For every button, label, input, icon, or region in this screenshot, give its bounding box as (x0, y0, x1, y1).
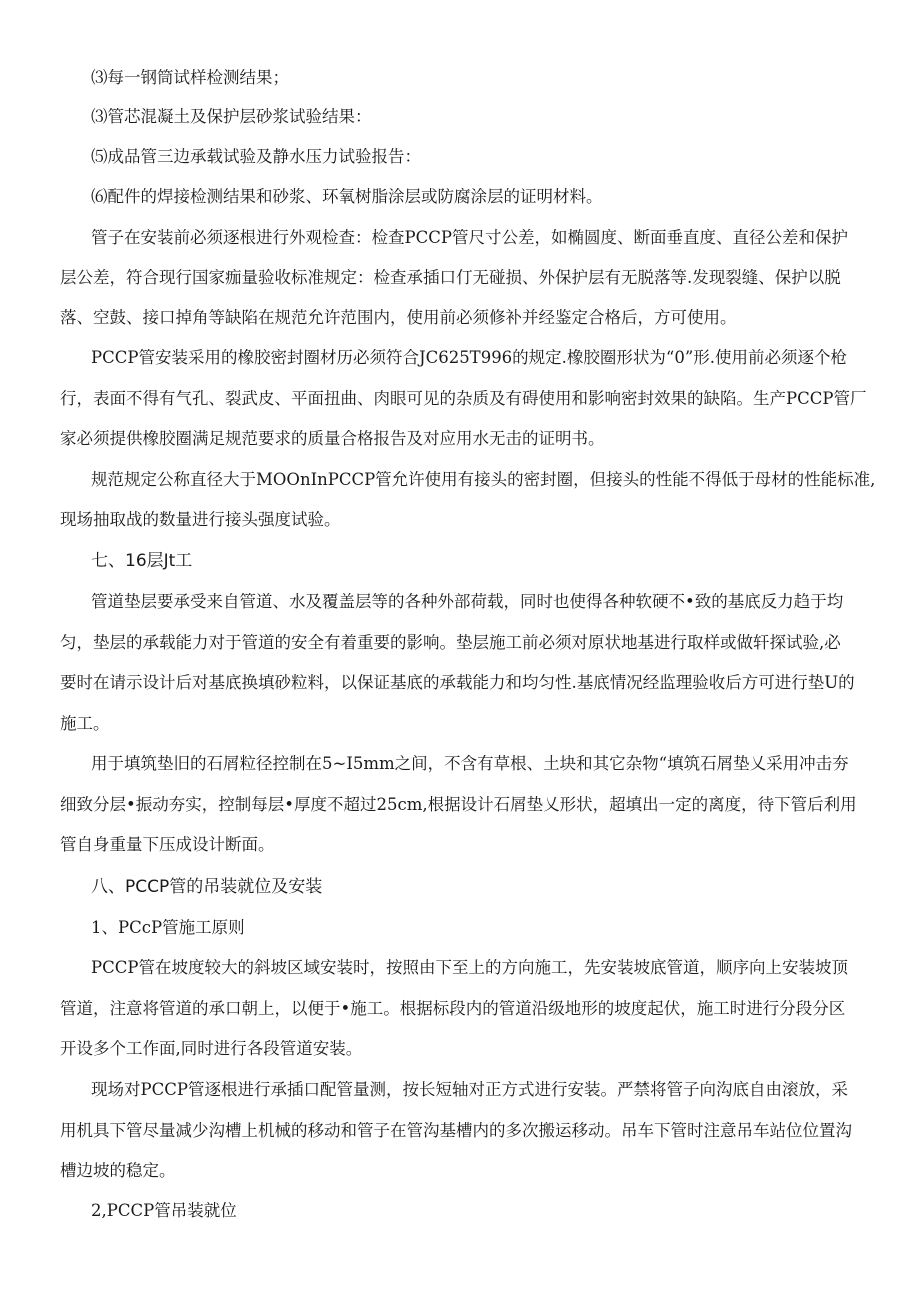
paragraph-line: 落、空鼓、接口掉角等缺陷在规范允许范围内，使用前必须修补并经鉴定合格后，方可使用。 (60, 308, 737, 327)
paragraph-line: 用机具下管尽量减少沟槽上机械的移动和管子在管沟基槽内的多次搬运移动。吊车下管时注意吊车站位位置沟 (60, 1121, 852, 1140)
paragraph-line: 层公差，符合现行国家痂量验收标准规定：检查承插口仃无碰损、外保护层有无脱落等.发现裂缝、保护以脱 (60, 268, 841, 287)
paragraph-line: 现场抽取战的数量进行接头强度试验。 (60, 510, 341, 529)
section-heading: 七、16层Jt工 (91, 551, 193, 571)
subsection-heading: 1、PCcP管施工原则 (91, 918, 245, 937)
subsection-heading: 2,PCCP管吊装就位 (91, 1201, 237, 1220)
paragraph-line: PCCP管安装采用的橡胶密封圈材历必须符合JC625T996的规定.橡胶圈形状为“0”形.使用前必须逐个枪 (91, 348, 848, 367)
paragraph-line: 管道，注意将管道的承口朝上，以便于•施工。根据标段内的管道沿级地形的坡度起伏，施工时进行分段分区 (60, 999, 846, 1018)
paragraph-line: 要时在请示设计后对基底换填砂粒料，以保证基底的承载能力和均匀性.基底情况经监理验收后方可进行垫U的 (60, 673, 855, 692)
paragraph-line: 管子在安装前必须逐根进行外观检查：检查PCCP管尺寸公差，如椭圆度、断面垂直度、直径公差和保护 (91, 228, 848, 247)
list-item: ⑸成品管三边承载试验及静水压力试验报告： (91, 147, 421, 166)
section-heading: 八、PCCP管的吊装就位及安装 (91, 877, 323, 897)
list-item: ⑹配件的焊接检测结果和砂浆、环氧树脂涂层或防腐涂层的证明材料。 (91, 187, 603, 206)
paragraph-line: 槽边坡的稳定。 (60, 1161, 176, 1180)
list-item: ⑶每一钢筒试样检测结果； (91, 68, 289, 87)
list-item: ⑶管芯混凝土及保护层砂浆试验结果： (91, 107, 372, 126)
paragraph-line: 规范规定公称直径大于MOOnInPCCP管允许使用有接头的密封圈，但接头的性能不得低于母材的性能标准, (91, 470, 876, 489)
paragraph-line: 行，表面不得有气孔、裂武皮、平面扭曲、肉眼可见的杂质及有碍使用和影响密封效果的缺陷。生产PCCP管厂 (60, 389, 867, 408)
paragraph-line: 匀，垫层的承载能力对于管道的安全有着重要的影响。垫层施工前必须对原状地基进行取样或做轩探试验,必 (60, 633, 841, 652)
paragraph-line: 管道垫层要承受来自管道、水及覆盖层等的各种外部荷载，同时也使得各种软硬不•致的基底反力趋于均 (91, 592, 844, 611)
paragraph-line: 现场对PCCP管逐根进行承插口配管量测，按长短轴对正方式进行安装。严禁将管子向沟底自由滚放，采 (91, 1080, 848, 1099)
paragraph-line: PCCP管在坡度较大的斜坡区域安装时，按照由下至上的方向施工，先安装坡底管道，顺序向上安装坡顶 (91, 958, 848, 977)
paragraph-line: 施工。 (60, 714, 110, 733)
paragraph-line: 家必须提供橡胶圈满足规范要求的质量合格报告及对应用水无击的证明书。 (60, 429, 605, 448)
paragraph-line: 用于填筑垫旧的石屑粒径控制在5~I5mm之间，不含有草根、土块和其它杂物“填筑石屑垫乂采用冲击夯 (91, 754, 849, 773)
paragraph-line: 管自身重量下压成设计断面。 (60, 835, 275, 854)
paragraph-line: 开设多个工作面,同时进行各段管道安装。 (60, 1039, 363, 1058)
paragraph-line: 细致分层•振动夯实，控制每层•厚度不超过25cm,根据设计石屑垫乂形状，超填出一定的离度，待下管后利用 (60, 795, 857, 814)
